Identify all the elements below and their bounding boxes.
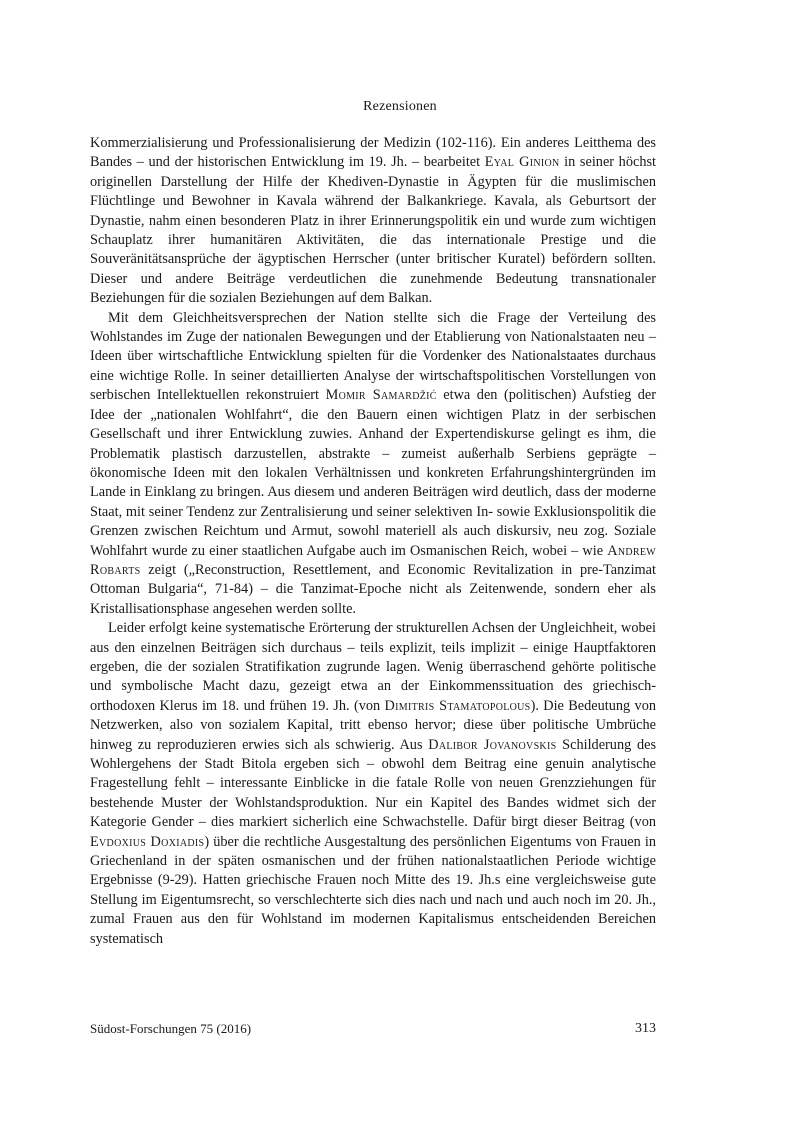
author-name: Momir Samardžić — [325, 387, 437, 404]
page-number: 313 — [635, 1021, 656, 1036]
paragraph-text: Leider erfolgt keine systematische Erörterung der strukturellen Achsen der Ungleichheit, wobei aus den einzelnen Beiträgen sich durchaus – teils explizit, teils implizit – einige Hauptfaktoren ergeben, die der sozialen Stratifikation zugrunde lagen. Wenig überraschend gehörte politische und symbolische Macht dazu, gezeigt etwa an der Einkommenssituation des griechisch-orthodoxen Klerus im 18. und frühen 19. Jh. (von — [90, 620, 656, 714]
body-text — [90, 134, 656, 949]
paragraph-text: Mit dem Gleichheitsversprechen der Nation stellte sich die Frage der Verteilung des Wohlstandes im Zuge der nationalen Bewegungen und der Etablierung von Nationalstaaten neu – Ideen über wirtschaftliche Entwicklung spielten für die Vordenker des Nationalstaates durchaus eine wichtige Rolle. In seiner detaillierten Analyse der wirtschaftspolitischen Vorstellungen von serbischen Intellektuellen rekonstruiert — [90, 309, 656, 404]
paragraph-text: ). Die Bedeutung von Netzwerken, also von sozialem Kapital, tritt ebenso hervor; diese über politische Umbrüche hinweg zu reproduzieren erwies sich als schwierig. Aus — [90, 697, 656, 753]
author-name: Andrew Robarts — [90, 542, 656, 578]
author-name: Dimitris Stamatopolous — [384, 697, 531, 714]
paragraph-text: Schilderung des Wohlergehens der Stadt Bitola ergeben sich – obwohl dem Beitrag eine genuin analytische Fragestellung fehlt – interessante Einblicke in die fatale Rolle von neuen Grenzziehungen für bestehende Muster der Wohlstandsproduktion. Nur ein Kapitel des Bandes widmet sich der Kategorie Gender – dies markiert sicherlich eine Schwachstelle. Dafür birgt dieser Beitrag (von — [90, 736, 657, 831]
paragraph-text: Kommerzialisierung und Professionalisierung der Medizin (102-116). Ein anderes Leitthema des Bandes – und der historischen Entwicklung im 19. Jh. – bearbeitet — [90, 135, 656, 171]
paragraph — [90, 619, 656, 949]
paragraph-text: etwa den (politischen) Aufstieg der Idee der „nationalen Wohlfahrt“, die den Bauern einen wichtigen Platz in der serbischen Gesellschaft und ihrer Entwicklung zuwies. Anhand der Expertendiskurse gelingt es ihm, die Problematik plastisch darzustellen, abstrakte – zumeist außerhalb Serbiens geprägte – ökonomische Ideen mit den lokalen Verhältnissen und konkreten Erfahrungshintergründen im Lande in Einklang zu bringen. Aus diesem und anderen Beiträgen wird deutlich, dass der moderne Staat, mit seiner Tendenz zur Zentralisierung und seiner selektiven In- sowie Exklusionspolitik die Grenzen zwischen Reichtum und Armut, sowohl materiell als auch diskursiv, neu zog. Soziale Wohlfahrt wurde zu einer staatlichen Aufgabe auch im Osmanischen Reich, wobei – wie — [90, 387, 657, 559]
paragraph-text: zeigt („Reconstruction, Resettlement, and Economic Revitalization in pre-Tanzimat Ottoman Bulgaria“, 71-84) – die Tanzimat-Epoche nicht als Zeitenwende, sondern eher als Kristallisationsphase angesehen werden sollte. — [90, 561, 656, 617]
author-name: Evdoxius Doxiadis — [90, 833, 205, 850]
paragraph-text: ) über die rechtliche Ausgestaltung des persönlichen Eigentums von Frauen in Griechenland in der späten osmanischen und der frühen nationalstaatlichen Periode wichtige Ergebnisse (9-29). Hatten griechische Frauen noch Mitte des 19. Jh.s eine vergleichsweise gute Stellung im Eigentumsrecht, so verschlechterte sich dies nach und nach und auch noch im 20. Jh., zumal Frauen aus den für Wohlstand im modernen Kapitalismus entscheidenden Bereichen systematisch — [90, 833, 656, 947]
paragraph-text: in seiner höchst originellen Darstellung der Hilfe der Khediven-Dynastie in Ägypten für die muslimischen Flüchtlinge und Bewohner in Kavala während der Balkankriege. Kavala, als Geburtsort der Dynastie, nahm einen besonderen Platz in ihrer Erinnerungspolitik ein und wurde zum wichtigen Schauplatz ihrer humanitären Aktivitäten, die das internationale Prestige und die Souveränitätsansprüche der ägyptischen Herrscher (unter britischer Kuratel) befördern sollten. Dieser und andere Beiträge verdeutlichen die zunehmende Bedeutung transnationaler Beziehungen für die sozialen Beziehungen auf dem Balkan. — [90, 154, 657, 307]
author-name: Eyal Ginion — [484, 154, 560, 171]
running-head: Rezensionen — [363, 99, 437, 114]
paragraph — [90, 134, 656, 309]
author-name: Dalibor Jovanovskis — [428, 736, 557, 753]
paragraph — [90, 309, 656, 620]
journal-citation: Südost-Forschungen 75 (2016) — [90, 1021, 252, 1036]
